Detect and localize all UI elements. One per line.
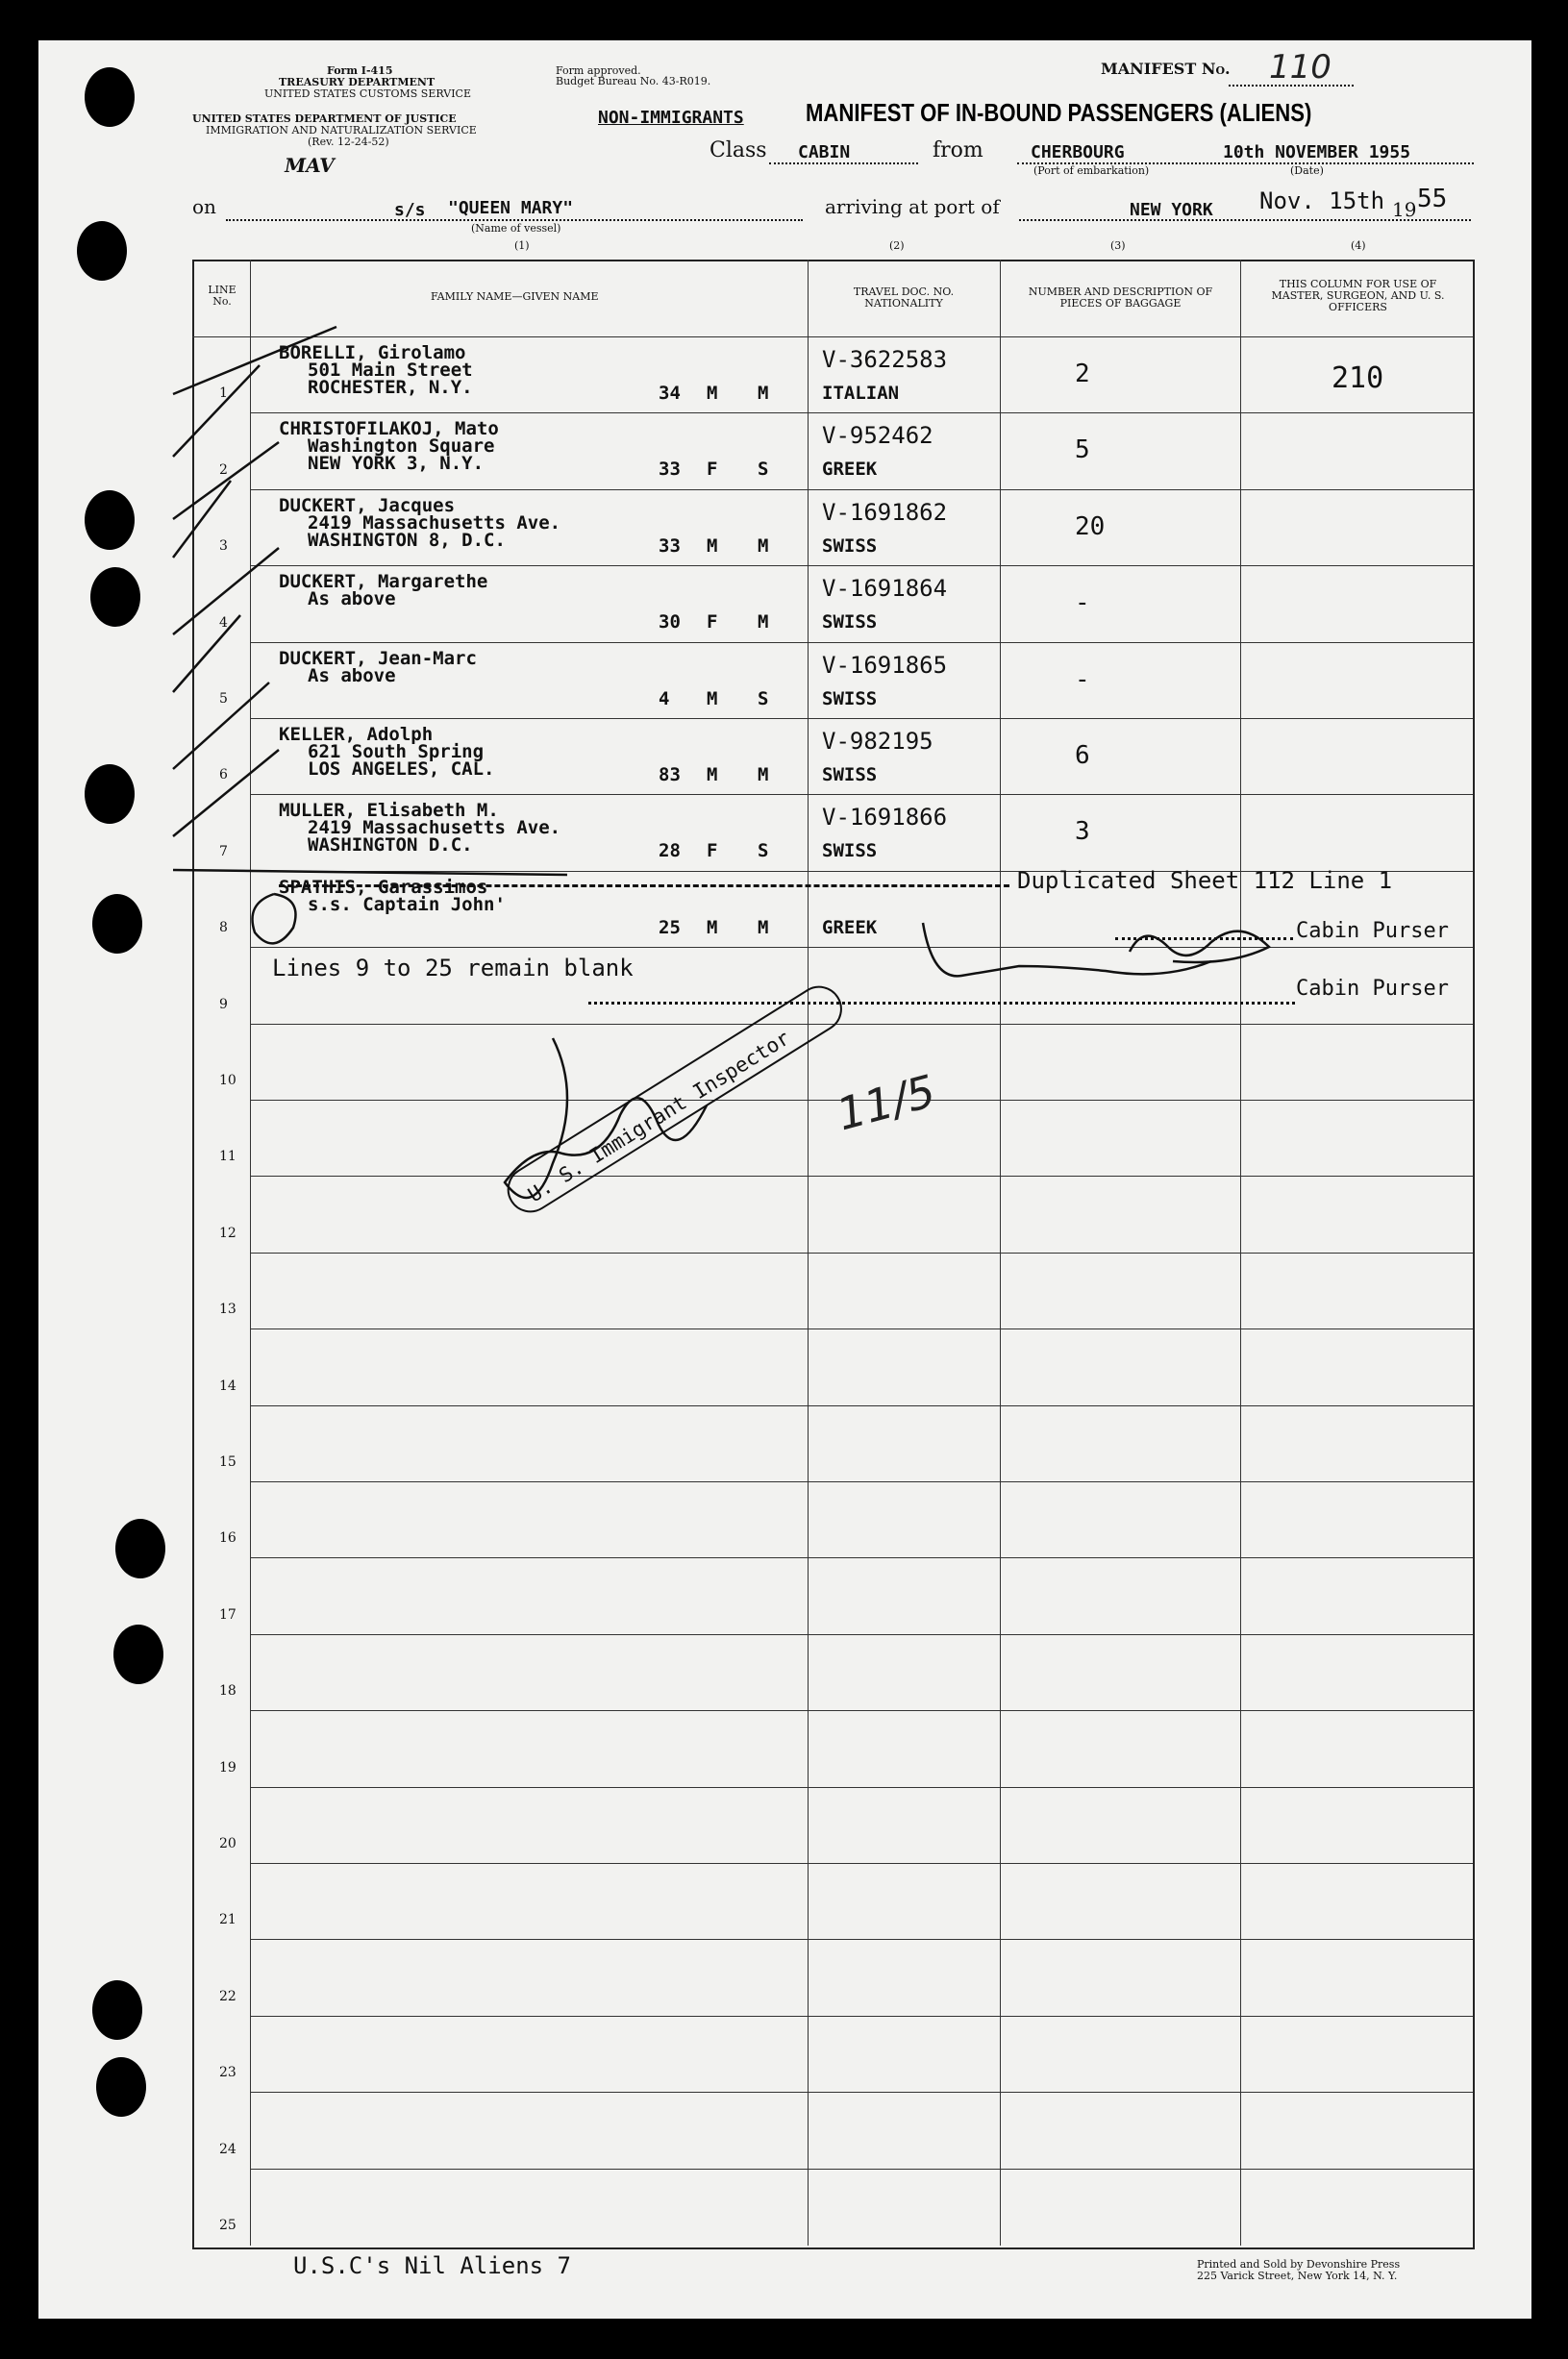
line-number: 25 (219, 2218, 236, 2233)
blank-lines-note: Lines 9 to 25 remain blank (272, 955, 634, 981)
date-value: 10th NOVEMBER 1955 (1223, 142, 1411, 162)
line-number: 22 (219, 1988, 236, 2004)
passenger-address: 2419 Massachusetts Ave. (308, 511, 561, 534)
passenger-age: 33 (659, 534, 681, 557)
passenger-name: DUCKERT, Jean-Marc (279, 647, 477, 669)
nationality: SWISS (822, 764, 878, 785)
treasury-dept: TREASURY DEPARTMENT (279, 76, 436, 88)
baggage-count: 3 (1075, 817, 1090, 847)
line-number: 5 (219, 691, 228, 707)
nationality: SWISS (822, 840, 878, 862)
passenger-marital: M (758, 534, 769, 557)
passenger-sex: F (707, 840, 718, 862)
arriving-label: arriving at port of (825, 195, 1000, 218)
line-no-header: LINE No. (208, 284, 236, 308)
passenger-age: 28 (659, 840, 681, 862)
port-note: (Port of embarkation) (1033, 164, 1150, 177)
line-number: 14 (219, 1378, 236, 1394)
manifest-no-value: 110 (1269, 48, 1332, 87)
line-number: 12 (219, 1225, 236, 1241)
passenger-marital: M (758, 611, 769, 633)
line-number: 18 (219, 1683, 236, 1700)
passenger-city: WASHINGTON 8, D.C. (308, 529, 506, 551)
duplicated-note: Duplicated Sheet 112 Line 1 (1017, 867, 1393, 894)
passenger-address: As above (308, 664, 396, 686)
passenger-sex: F (707, 611, 718, 633)
on-label: on (192, 195, 216, 218)
line-number: 24 (219, 2141, 236, 2157)
baggage-count: - (1075, 664, 1090, 694)
line-number: 21 (219, 1912, 236, 1928)
passenger-marital: M (758, 764, 769, 785)
passenger-city: ROCHESTER, N.Y. (308, 377, 473, 398)
ss-prefix: s/s (394, 200, 426, 220)
cabin-purser-2: Cabin Purser (1296, 977, 1449, 1001)
passenger-marital: M (758, 383, 769, 404)
travel-doc-no: V-1691862 (822, 498, 948, 526)
passenger-address: Washington Square (308, 435, 495, 458)
nationality: GREEK (822, 459, 878, 481)
nationality: ITALIAN (822, 383, 900, 404)
col-2-num: (2) (889, 239, 905, 252)
travel-doc-no: V-1691865 (822, 651, 948, 679)
line-number: 13 (219, 1302, 236, 1318)
from-label: from (933, 138, 983, 162)
vessel-note: (Name of vessel) (471, 222, 561, 235)
ins-label: IMMIGRATION AND NATURALIZATION SERVICE (206, 124, 477, 137)
passenger-sex: M (707, 687, 718, 709)
passenger-marital: M (758, 916, 769, 938)
doc-header: TRAVEL DOC. NO. NATIONALITY (853, 286, 955, 310)
officers-header: THIS COLUMN FOR USE OF MASTER, SURGEON, AND U. S. OFFICERS (1271, 278, 1445, 313)
passenger-age: 25 (659, 916, 681, 938)
date-note: (Date) (1290, 164, 1324, 177)
cabin-purser-1: Cabin Purser (1296, 919, 1449, 943)
line-number: 2 (219, 461, 228, 478)
manifest-title: MANIFEST OF IN-BOUND PASSENGERS (ALIENS) (806, 98, 1312, 127)
baggage-count: 20 (1075, 511, 1106, 541)
nationality: SWISS (822, 611, 878, 633)
passenger-address: s.s. Captain John' (308, 893, 506, 915)
travel-doc-no: V-3622583 (822, 346, 948, 373)
nationality: GREEK (822, 916, 878, 938)
purser-signature-2 (923, 923, 1211, 976)
col-1-num: (1) (514, 239, 530, 252)
printer-line-1: Printed and Sold by Devonshire Press (1197, 2258, 1401, 2271)
budget-bureau: Budget Bureau No. 43-R019. (556, 75, 711, 87)
line-number: 19 (219, 1759, 236, 1775)
line-number: 11 (219, 1149, 236, 1165)
revision-label: (Rev. 12-24-52) (308, 136, 389, 148)
line-number: 8 (219, 920, 228, 936)
line-number: 16 (219, 1530, 236, 1547)
line-number: 1 (219, 385, 228, 402)
col-4-num: (4) (1351, 239, 1366, 252)
passenger-sex: M (707, 383, 718, 404)
passenger-name: DUCKERT, Jacques (279, 494, 456, 516)
col-3-num: (3) (1110, 239, 1126, 252)
passenger-name: MULLER, Elisabeth M. (279, 800, 499, 822)
baggage-count: - (1075, 588, 1090, 618)
line-number: 9 (219, 996, 228, 1012)
passenger-address: As above (308, 588, 396, 610)
passenger-name: BORELLI, Girolamo (279, 342, 466, 363)
travel-doc-no: V-982195 (822, 728, 933, 755)
circle-mark (253, 894, 296, 943)
passenger-age: 30 (659, 611, 681, 633)
line-number: 7 (219, 843, 228, 859)
year-prefix: 19 (1392, 198, 1417, 221)
passenger-sex: M (707, 534, 718, 557)
line-number: 3 (219, 538, 228, 555)
arrival-date: Nov. 15th (1259, 187, 1385, 214)
baggage-count: 6 (1075, 741, 1090, 770)
check-marks (173, 327, 567, 875)
line-number: 4 (219, 614, 228, 631)
line-number: 10 (219, 1073, 236, 1088)
passenger-address: 501 Main Street (308, 360, 473, 381)
class-value: CABIN (798, 142, 851, 162)
passenger-city: WASHINGTON D.C. (308, 834, 473, 857)
passenger-sex: F (707, 459, 718, 481)
officer-note: 210 (1332, 361, 1384, 395)
passenger-city: LOS ANGELES, CAL. (308, 758, 495, 780)
baggage-count: 2 (1075, 360, 1090, 388)
travel-doc-no: V-1691864 (822, 575, 948, 603)
arrival-port: NEW YORK (1130, 200, 1213, 220)
inspector-stamp: U. S. Immigrant Inspector (524, 1026, 794, 1207)
passenger-name: SPATHIS, Garassimos (279, 876, 488, 898)
customs-service: UNITED STATES CUSTOMS SERVICE (264, 87, 471, 100)
line-number: 15 (219, 1454, 236, 1470)
line-number: 17 (219, 1606, 236, 1623)
travel-doc-no: V-1691866 (822, 804, 948, 832)
passenger-sex: M (707, 916, 718, 938)
passenger-sex: M (707, 764, 718, 785)
line-number: 6 (219, 767, 228, 783)
printer-line-2: 225 Varick Street, New York 14, N. Y. (1197, 2270, 1398, 2282)
passenger-age: 34 (659, 383, 681, 404)
passenger-name: CHRISTOFILAKOJ, Mato (279, 418, 499, 440)
passenger-address: 2419 Massachusetts Ave. (308, 817, 561, 839)
passenger-name: KELLER, Adolph (279, 724, 434, 745)
nationality: SWISS (822, 534, 878, 557)
from-value: CHERBOURG (1031, 142, 1125, 162)
purser-signature-1 (1130, 931, 1269, 962)
passenger-marital: S (758, 459, 769, 481)
inspector-mark: 11/5 (831, 1064, 941, 1141)
line-number: 20 (219, 1836, 236, 1851)
passenger-marital: S (758, 840, 769, 862)
passenger-age: 4 (659, 687, 670, 709)
mav-stamp: MAV (282, 154, 336, 177)
passenger-address: 621 South Spring (308, 741, 485, 762)
nationality: SWISS (822, 687, 878, 709)
passenger-name: DUCKERT, Margarethe (279, 571, 488, 593)
year-suffix: 55 (1417, 185, 1448, 213)
form-approved: Form approved. (556, 64, 641, 77)
vessel-name: "QUEEN MARY" (448, 198, 574, 218)
line-number: 23 (219, 2065, 236, 2081)
non-immigrants-label: NON-IMMIGRANTS (598, 108, 744, 128)
passenger-marital: S (758, 687, 769, 709)
form-number: Form I-415 (327, 64, 393, 77)
passenger-city: NEW YORK 3, N.Y. (308, 453, 485, 475)
class-label: Class (709, 138, 767, 162)
baggage-count: 5 (1075, 435, 1090, 465)
footer-aliens: U.S.C's Nil Aliens 7 (293, 2252, 571, 2279)
doj-label: UNITED STATES DEPARTMENT OF JUSTICE (192, 112, 457, 125)
passenger-age: 33 (659, 459, 681, 481)
name-header: FAMILY NAME—GIVEN NAME (431, 290, 599, 303)
passenger-age: 83 (659, 764, 681, 785)
baggage-header: NUMBER AND DESCRIPTION OF PIECES OF BAGGAGE (1028, 286, 1213, 310)
manifest-no-label: MANIFEST No. (1101, 60, 1231, 78)
travel-doc-no: V-952462 (822, 422, 933, 450)
